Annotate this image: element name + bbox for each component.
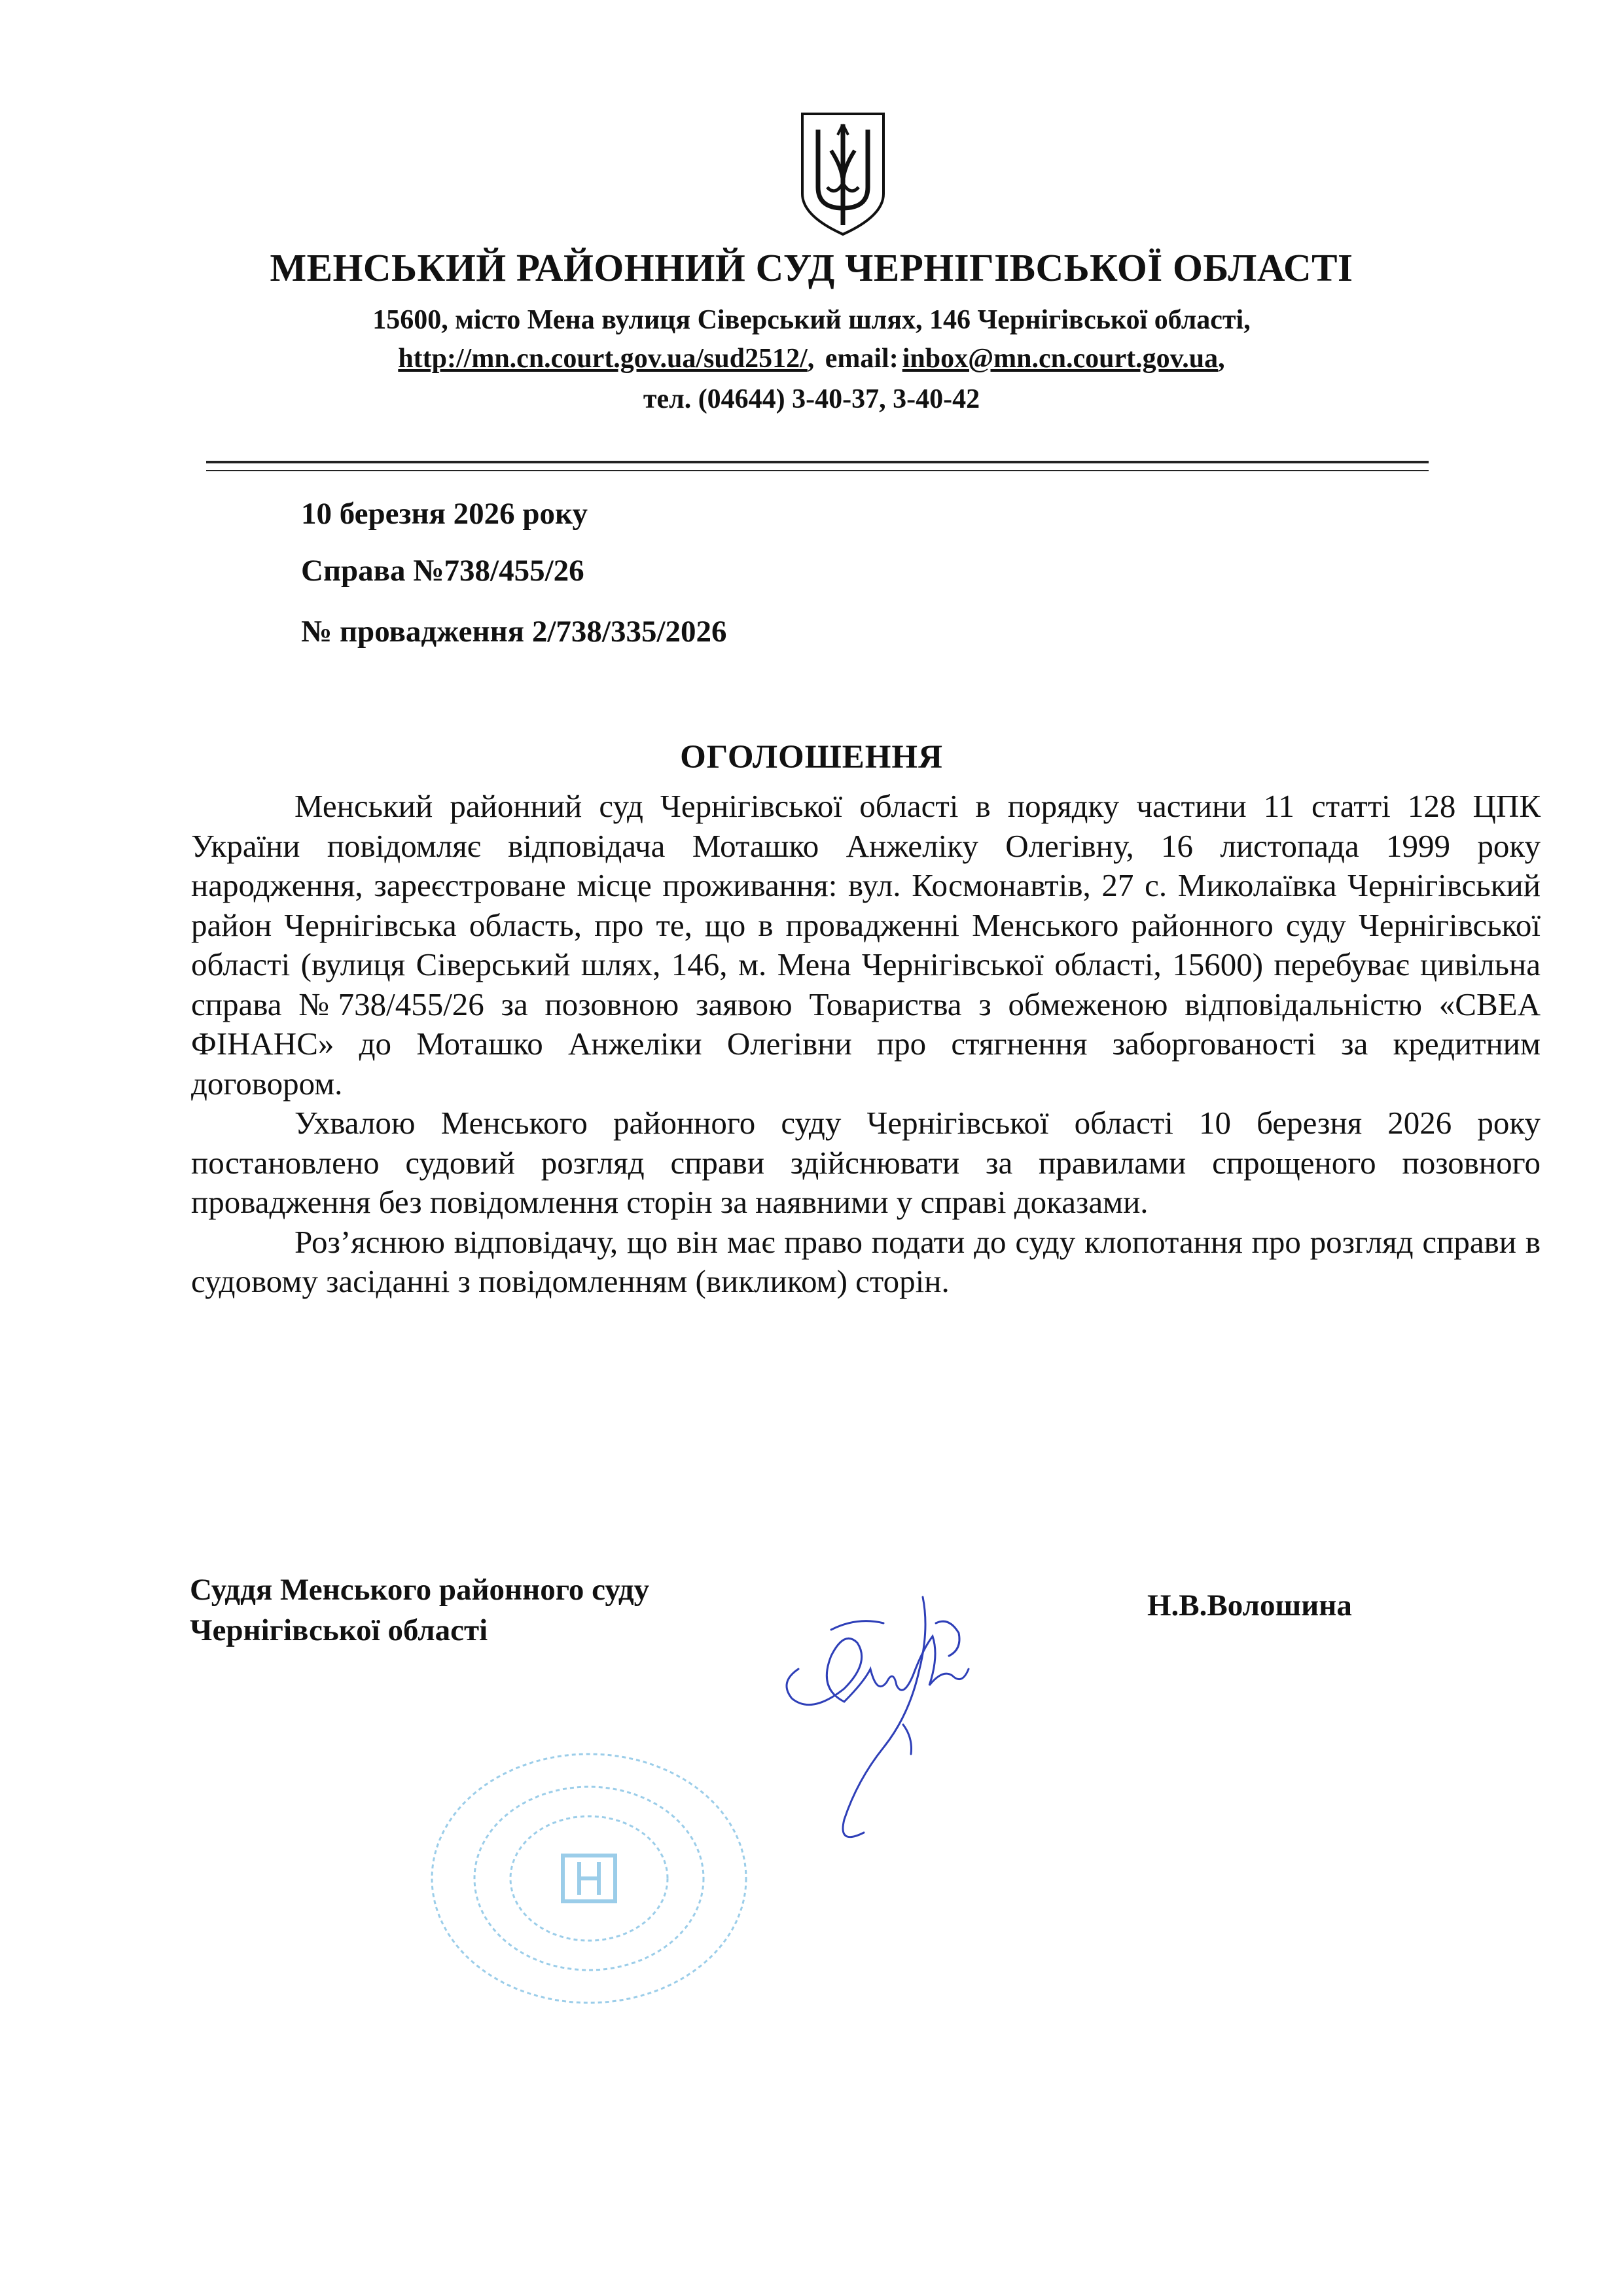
judge-position xyxy=(190,1570,649,1651)
judge-name: Н.В.Волошина xyxy=(1147,1588,1352,1623)
trident-coat-of-arms-icon xyxy=(797,110,889,238)
email-link[interactable]: inbox@mn.cn.court.gov.ua xyxy=(902,344,1219,374)
court-name: МЕНСЬКИЙ РАЙОННИЙ СУД ЧЕРНІГІВСЬКОЇ ОБЛАСТІ xyxy=(270,246,1353,289)
announcement-body xyxy=(191,787,1541,1302)
document-date: 10 березня 2026 року xyxy=(301,497,588,531)
email-label: email: xyxy=(825,344,899,374)
header-divider xyxy=(206,461,1429,463)
court-phone: тел. (04644) 3-40-37, 3-40-42 xyxy=(643,384,980,414)
court-contacts: http://mn.cn.court.gov.ua/sud2512/, email: inbox@mn.cn.court.gov.ua, xyxy=(398,344,1225,374)
header-divider-thin xyxy=(206,470,1429,471)
announcement-title: ОГОЛОШЕННЯ xyxy=(680,739,943,776)
case-number: Справа №738/455/26 xyxy=(301,554,584,588)
proceeding-number: № провадження 2/738/335/2026 xyxy=(301,615,727,649)
handwritten-signature-icon xyxy=(772,1571,1008,1859)
court-address: 15600, місто Мена вулиця Сіверський шлях, 146 Чернігівської області, xyxy=(372,305,1251,335)
judge-position-line2: Чернігівської області xyxy=(190,1613,488,1647)
paragraph: Менський районний суд Чернігівської області в порядку частини 11 статті 128 ЦПК України повідомляє відповідача Моташко Анжеліку Олегівну, 16 листопада 1999 року народження, зареєстроване місце проживання: вул. Космонавтів, 27 с. Миколаївка Чернігівський район Чернігівська область, про те, що в провадженні Менського районного суду Чернігівської області (вулиця Сіверський шлях, 146, м. Мена Чернігівської області, 15600) перебуває цивільна справа №738/455/26 за позовною заявою Товариства з обмеженою відповідальністю «СВЕА ФІНАНС» до Моташко Анжеліки Олегівни про стягнення заборгованості за кредитним договором. xyxy=(191,788,1541,1102)
judge-position-line1: Суддя Менського районного суду xyxy=(190,1573,650,1607)
website-link[interactable]: http://mn.cn.court.gov.ua/sud2512/ xyxy=(398,344,808,374)
paragraph: Ухвалою Менського районного суду Чернігівської області 10 березня 2026 року постановлено судовий розгляд справи здійснювати за правилами спрощеного позовного провадження без повідомлення сторін за наявними у справі доказами. xyxy=(191,1105,1541,1220)
court-seal-stamp-icon xyxy=(419,1741,759,2016)
paragraph: Роз’яснюю відповідачу, що він має право подати до суду клопотання про розгляд справи в судовому засіданні з повідомленням (викликом) сторін. xyxy=(191,1223,1541,1299)
